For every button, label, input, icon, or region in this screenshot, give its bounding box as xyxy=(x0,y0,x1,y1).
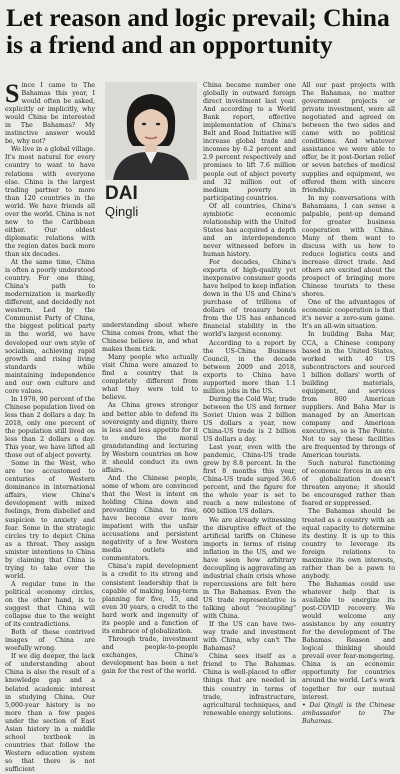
article-column-1 xyxy=(5,79,95,773)
paragraph-text: ince I came to The Bahamas this year, I would often be asked, explicitly or implicitly, why would China be interested in The Bahamas? My instinctive answer would be, why not? xyxy=(5,82,95,146)
paragraph xyxy=(5,79,95,146)
paragraph: China sees itself as a friend to The Bahamas. China is well-placed to offer things that are needed in this country in terms of trade, infrastructure, agricultural techniques, and renewable energy solutions. xyxy=(203,653,296,717)
author-byline-first: DAI xyxy=(105,183,138,204)
paragraph: During the Cold War, trade between the US and former Soviet Union was 2 billion US dollars a year, now China-US trade is 2 billion US dollars a day. xyxy=(203,395,296,444)
paragraph: understanding about where China comes from, what the Chinese believe in, and what makes them tick. xyxy=(102,322,198,354)
article-column-2 xyxy=(102,322,198,716)
paragraph: A regular tune in the political economy circles, on the other hand, is to suggest that China will collapse due to the weight of its contradictions. xyxy=(5,580,95,629)
paragraph: Last year, even with the pandemic, China-US trade grew by 8.8 percent. In the first 8 months this year, China-US trade surged 36.6 percent, and the figure for the whole year is set to reach a new milestone of 600 billion US dollars. xyxy=(203,444,296,516)
paragraph: According to a report by the US-China Business Council, in the decade between 2009 and 2018, exports to China have supported more than 1.1 million jobs in the US. xyxy=(203,339,296,395)
paragraph: Both of these contrived images of China are woefully wrong. xyxy=(5,629,95,653)
paragraph: Such natural functioning of economic forces in an era of globalization doesn't threaten anyone; it should be encouraged rather than feared or suppressed. xyxy=(302,460,395,508)
paragraph: In my conversations with Bahamians, I can sense a palpable, pent-up demand for greater business cooperation with China. Many of them want to discuss with us how to reduce logistics costs and increase direct trade. And others are excited about the prospect of bringing more Chinese tourists to these shores. xyxy=(302,194,395,299)
paragraph: Through trade, investment and people-to-people exchanges, China's development has been a net gain for the rest of the world. xyxy=(102,635,198,676)
author-photo xyxy=(105,82,197,180)
paragraph: Many people who actually visit China were amazed to find a country that is completely different from what they were told to believe. xyxy=(102,354,198,402)
paragraph: The Bahamas could use whatever help that is available to energize its post-COVID recovery. We would welcome any assistance by any country for the development of The Bahamas. Reason and logical thinking should prevail over fear-mongering. China is an economic opportunity for countries around the world. Let's work together for our mutual interest. xyxy=(302,580,395,701)
paragraph: Of all countries, China's symbiotic economic relationship with the United States has acquired a depth and an interdependence never witnessed before in human history. xyxy=(203,202,296,258)
paragraph: For decades, China's exports of high-quality yet inexpensive consumer goods have helped to keep inflation down in the US and China's purchase of trillions of dollars of treasury bonds from the US has enhanced financial stability in the world's largest economy. xyxy=(203,259,296,339)
paragraph: And the Chinese people, some of whom are convinced that the West is intent on holding China down and preventing China to rise, have become ever more impatient with the unfair accusations and persistent negativity of a few Western media outlets and commentators. xyxy=(102,474,198,563)
paragraph: As China grows stronger and better able to defend its sovereignty and dignity, there is less and less appetite for it to endure the moral grandstanding and lecturing by Western countries on how it should conduct its own affairs. xyxy=(102,402,198,474)
paragraph: China became number one globally in outward foreign direct investment last year. And according to a World Bank report, effective implementation of China's Belt and Road Initiative will increase global trade and incomes by 6.2 percent and 2.9 percent respectively and promises to lift 7.6 million people out of abject poverty and 32 million out of medium poverty in participating countries. xyxy=(203,82,296,202)
paragraph: One of the advantages of economic cooperation is that it's never a zero-sum game. It's an all-win situation. xyxy=(302,299,395,331)
paragraph: The Bahamas should be treated as a country with an equal capacity to determine its destiny. It is up to this country to leverage its foreign relations to maximize its own interests, rather than be a pawn to anybody. xyxy=(302,508,395,580)
paragraph: All our past projects with The Bahamas, no matter government projects or private investment, were all negotiated and agreed on between the two sides and came with no political conditions. And whatever assistance we were able to offer, be it post-Dorian relief or seven batches of medical supplies and equipment, we offered them with sincere friendship. xyxy=(302,82,395,194)
paragraph: We live in a global village. It's most natural for every country to want to have relations with everyone else. China is the largest trading partner to more than 120 countries in the world. We have friends all over the world. China is not new to the Caribbean either. Our oldest diplomatic relations with the region dates back more than six decades. xyxy=(5,146,95,258)
paragraph: At the same time, China is often a poorly understood country. For one thing, China's path to modernization is markedly different, and decidedly not western. Led by the Communist Party of China, the biggest political party in the world, we have developed our own style of socialism, achieving rapid growth and rising living standards while maintaining independence and our own culture and core values. xyxy=(5,259,95,395)
author-portrait-icon xyxy=(105,82,197,180)
paragraph: In 1978, 90 percent of the Chinese population lived on less than 2 dollars a day. In 2018, only one percent of the population still lived on less than 2 dollars a day. This year, we have lifted all those out of abject poverty. xyxy=(5,395,95,460)
paragraph: Some in the West, who are too accustomed to centuries of Western dominance in international affairs, view China's development with mixed feelings, from disbelief and suspicion to anxiety and fear. Some in the strategic circles try to depict China as a threat. They assign sinister intentions to China by claiming that China is trying to take over the world. xyxy=(5,460,95,580)
paragraph: If we dig deeper, the lack of understanding about China is also the result of a knowledge gap and a belated academic interest in studying China. Our 5,000-year history is no more than a few pages under the section of East Asian history in a middle school textbook in countries that follow the Western education system so that there is not sufficient xyxy=(5,653,95,773)
author-byline-last: Qingli xyxy=(105,204,139,219)
author-signature-note: • Dai Qingli is the Chinese ambassador to The Bahamas. xyxy=(302,701,395,725)
drop-cap: S xyxy=(5,79,20,108)
headline: Let reason and logic prevail; China is a friend and an opportunity xyxy=(6,3,390,59)
paragraph: We are already witnessing the disruptive effect of the artificial tariffs on Chinese imports in terms of rising inflation in the US, and we have seen how arbitrary decoupling is aggravating an industrial chain crisis whose repercussions are felt here in The Bahamas. Even the US trade representative is talking about "recoupling" with China. xyxy=(203,516,296,621)
article-column-4 xyxy=(302,82,395,725)
paragraph: China's rapid development is a credit to its strong and consistent leadership that is capable of making long-term planning for five, 15, and even 30 years, a credit to the hard work and ingenuity of its people and a function of its embrace of globalization. xyxy=(102,563,198,635)
paragraph: In building Baha Mar, CCA, a Chinese company based in the United States, worked with 40 US subcontractors and sourced 1 billion dollars' worth of building materials, equipment, and services from 800 American suppliers. And Baha Mar is managed by an American company and American executives, so is The Pointe. Not to say these facilities are frequented by throngs of American tourists. xyxy=(302,331,395,460)
paragraph: If the US can have two-way trade and investment with China, why can't The Bahamas? xyxy=(203,621,296,653)
article-column-3 xyxy=(203,82,296,716)
